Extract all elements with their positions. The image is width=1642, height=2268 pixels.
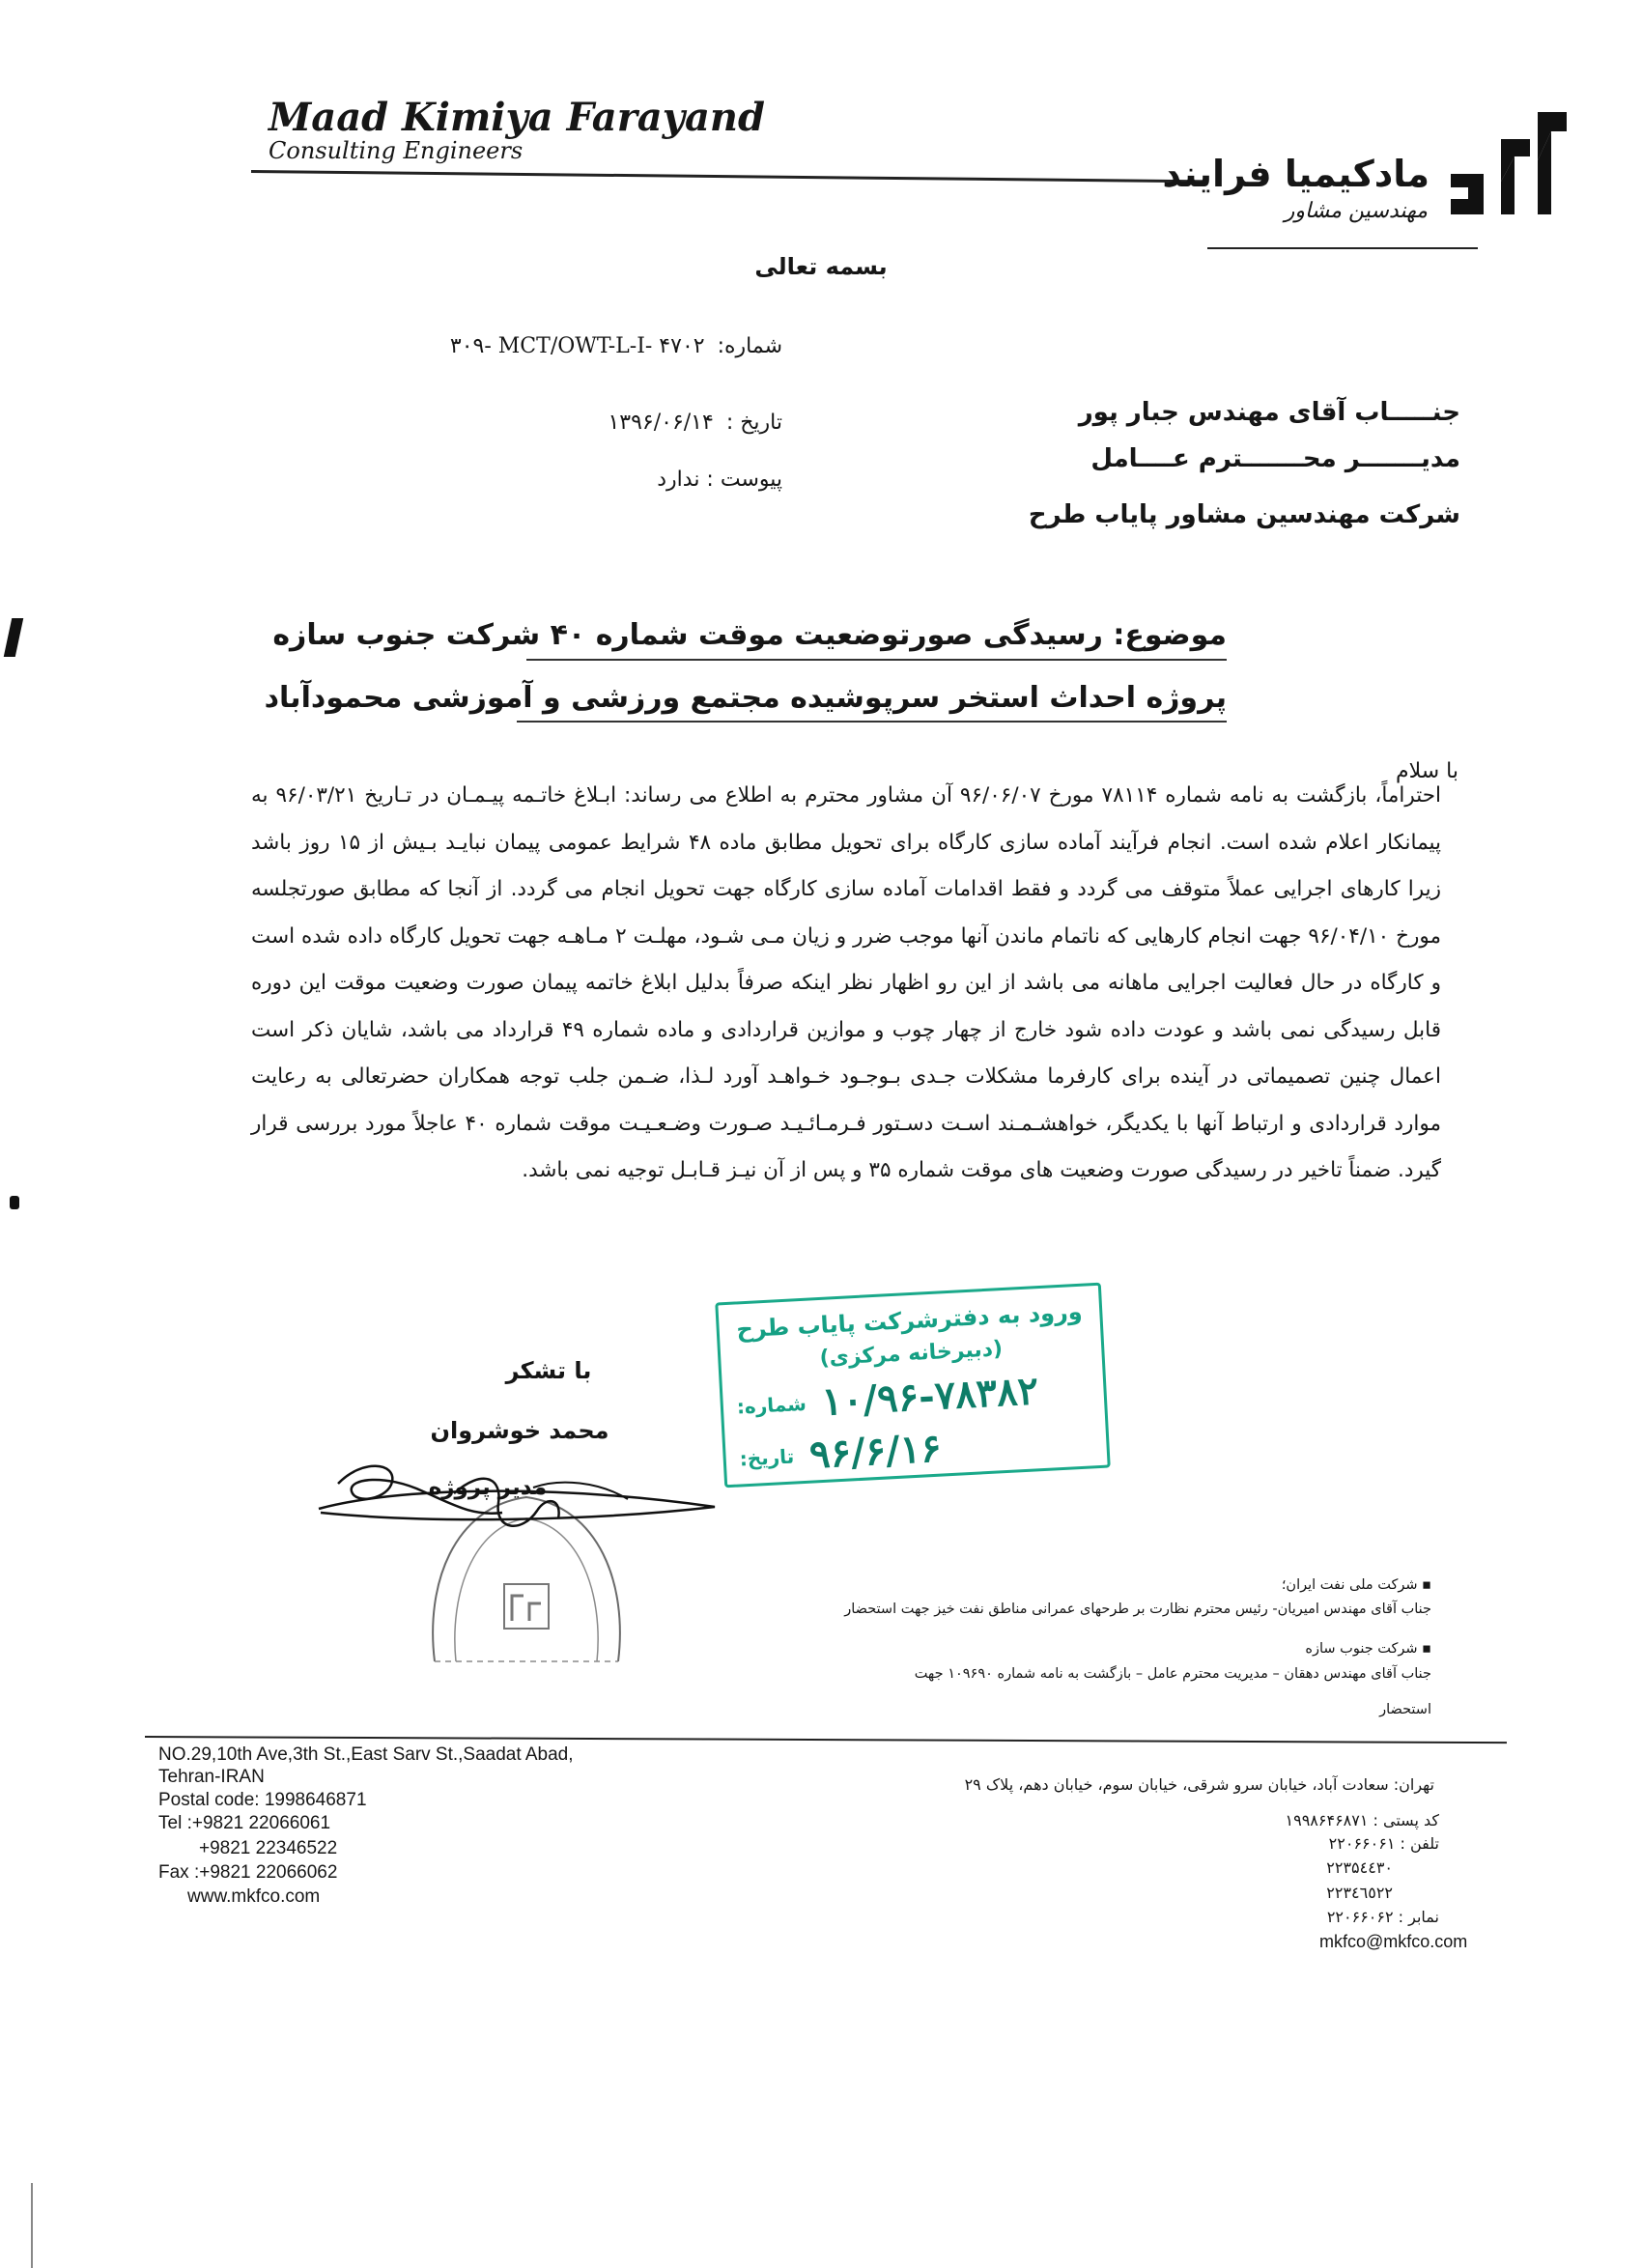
scan-edge-mark xyxy=(4,618,24,657)
footer-postal-en: Postal code: 1998646871 xyxy=(158,1790,367,1810)
footer-rule xyxy=(145,1736,1507,1744)
company-name-en: Maad Kimiya Farayand xyxy=(269,95,765,140)
addressee-title: مدیـــــــر محـــــــترم عــــامل xyxy=(1090,444,1460,473)
letter-body: احتراماً، بازگشت به نامه شماره ۷۸۱۱۴ مورخ ۹۶/۰۶/۰۷ آن مشاور محترم به اطلاع می رساند: ابـلاغ خاتـمه پیـمـان در تـاریخ ۹۶/۰۳/۲۱ به پیمانکار اعلام شده است. انجام فرآیند آماده سازی کارگاه برای تحویل مطابق ماده ۴۸ شرایط عمومی پیمان نبایـد بـیش از ۱۵ روز باشد زیرا کارهای اجرایی عملاً متوقف می گردد و فقط اقدامات آماده سازی کارگاه جهت تحویل انجام می گردد. از آنجا که مطابق صورتجلسه مورخ ۹۶/۰۴/۱۰ جهت انجام کارهایی که ناتمام ماندن آنها موجب ضرر و زیان مـی شـود، مهلـت ۲ مـاهـه جهت تحویل کارگاه داده شده است و کارگاه در حال فعالیت اجرایی ماهانه می باشد از این رو اظهار نظر اینکه صرفاً بدلیل ابلاغ خاتمه پیمان صورت وضعیت موقت این دوره قابل رسیدگی نمی باشد و عودت داده شود خارج از چهار چوب و موازین قراردادی و ماده شماره ۴۹ قرارداد می باشد، شایان ذکر است اعمال چنین تصمیماتی در آینده برای کارفرما مشکلات جـدی بـوجـود خـواهـد آورد لـذا، ضـمن جلب توجه همکاران حضرتعالی به رعایت موارد قراردادی و ارتباط آنها با یکدیگر، خواهشـمـند اسـت دسـتور فـرمـائـیـد صـورت وضـعـیـت موقت شماره ۴۰ عاجلاً مورد بررسی قرار گیرد. ضمناً تاخیر در رسیدگی صورت وضعیت های موقت شماره ۳۵ و پس از آن نیـز قـابـل توجیه نمی باشد. xyxy=(251,783,1442,1182)
subject-line-2: پروژه احداث استخر سرپوشیده مجتمع ورزشی و آموزشی محمودآباد xyxy=(264,681,1227,715)
salutation: با سلام xyxy=(1395,759,1458,783)
subject-underline xyxy=(526,659,1227,661)
footer-fax-fa xyxy=(1327,1908,1439,1926)
footer-fax-label-fa: نمابر : xyxy=(1398,1908,1439,1926)
company-subtitle-fa: مهندسین مشاور xyxy=(1284,199,1428,223)
header-rule-fa xyxy=(1207,247,1478,249)
scan-edge-mark xyxy=(10,1196,19,1209)
mkf-logo-icon xyxy=(1445,106,1571,222)
addressee-company: شرکت مهندسین مشاور پایاب طرح xyxy=(1028,500,1460,529)
signer-title: مدیر پروژه xyxy=(428,1475,548,1500)
company-subtitle-en: Consulting Engineers xyxy=(269,137,524,164)
footer-address-en: NO.29,10th Ave,3th St.,East Sarv St.,Saadat Abad, xyxy=(158,1744,574,1765)
stamp-number-label: شماره: xyxy=(736,1391,807,1419)
footer-tel-label-fa: تلفن : xyxy=(1400,1834,1439,1853)
cc-recipient-org-1: ▪ شرکت ملی نفت ایران؛ xyxy=(1281,1577,1431,1593)
cc-recipient-org-2: ▪ شرکت جنوب سازه xyxy=(1305,1641,1431,1657)
closing-thanks: با تشکر xyxy=(505,1357,592,1384)
letter-date-value: ۱۳۹۶/۰۶/۱۴ xyxy=(608,411,714,435)
stamp-date-label: تاریخ: xyxy=(739,1444,795,1470)
receipt-stamp xyxy=(715,1283,1111,1488)
cc-recipient-2: جناب آقای مهندس دهقان – مدیریت محترم عامل – بازگشت به نامه شماره ۱۰۹۶۹۰ جهت xyxy=(914,1666,1431,1682)
footer-tel3-fa: ۲۲۳٤٦٥۲۲ xyxy=(1326,1884,1393,1902)
footer-tel2-en: +9821 22346522 xyxy=(199,1838,338,1858)
stamp-subtitle: (دبیرخانه مرکزی) xyxy=(818,1337,1004,1371)
letter-number-label: شماره: xyxy=(717,334,782,358)
bismillah-heading: بسمه تعالی xyxy=(754,253,888,280)
footer-fax-en: Fax :+9821 22066062 xyxy=(158,1862,338,1883)
addressee-name: جنـــــاب آقای مهندس جبار پور xyxy=(1078,398,1460,427)
footer-postal-fa: کد پستی : ۱۹۹۸۶۴۶۸۷۱ xyxy=(1285,1811,1439,1829)
subject-line-1: موضوع: رسیدگی صورتوضعیت موقت شماره ۴۰ شرکت جنوب سازه xyxy=(272,618,1227,652)
letter-date xyxy=(608,411,782,435)
footer-tel2-fa: ۲۲۳۵٤٤۳۰ xyxy=(1326,1858,1393,1877)
stamp-date-row xyxy=(739,1417,1094,1481)
letter-number xyxy=(450,334,782,358)
footer-address-fa: تهران: سعادت آباد، خیابان سرو شرقی، خیابان سوم، خیابان دهم، پلاک ۲۹ xyxy=(964,1775,1434,1794)
footer-fax-value-fa: ۲۲۰۶۶۰۶۲ xyxy=(1326,1908,1394,1926)
scan-edge-mark xyxy=(31,2183,33,2268)
stamp-date-value: ۹۶/۶/۱۶ xyxy=(807,1425,943,1478)
subject-underline xyxy=(517,721,1227,723)
letter-date-label: تاریخ : xyxy=(725,411,782,435)
header-rule xyxy=(251,170,1207,183)
letter-number-value: ۳۰۹- MCT/OWT-L-I- ۴۷۰۲ xyxy=(449,334,705,358)
stamp-number-value: ۱۰/۹۶-۷۸۳۸۲ xyxy=(820,1368,1040,1425)
signer-name: محمد خوشروان xyxy=(430,1417,609,1444)
footer-tel-fa xyxy=(1329,1834,1439,1853)
footer-website: www.mkfco.com xyxy=(187,1886,321,1907)
stamp-title: ورود به دفترشرکت پایاب طرح xyxy=(735,1297,1084,1344)
cc-recipient-2-cont: استحضار xyxy=(1379,1702,1431,1717)
signature-icon xyxy=(309,1449,724,1565)
footer-tel1-fa: ۲۲۰۶۶۰۶۱ xyxy=(1328,1834,1396,1853)
company-name-fa: مادکیمیا فرایند xyxy=(1162,153,1430,195)
footer-email: mkfco@mkfco.com xyxy=(1319,1932,1468,1951)
footer-city-en: Tehran-IRAN xyxy=(158,1767,265,1787)
cc-recipient-1: جناب آقای مهندس امیریان- رئیس محترم نظارت بر طرحهای عمرانی مناطق نفت خیز جهت استحضار xyxy=(844,1602,1431,1617)
letter-attachment: پیوست : ندارد xyxy=(657,468,782,492)
footer-tel-en: Tel :+9821 22066061 xyxy=(158,1813,331,1833)
